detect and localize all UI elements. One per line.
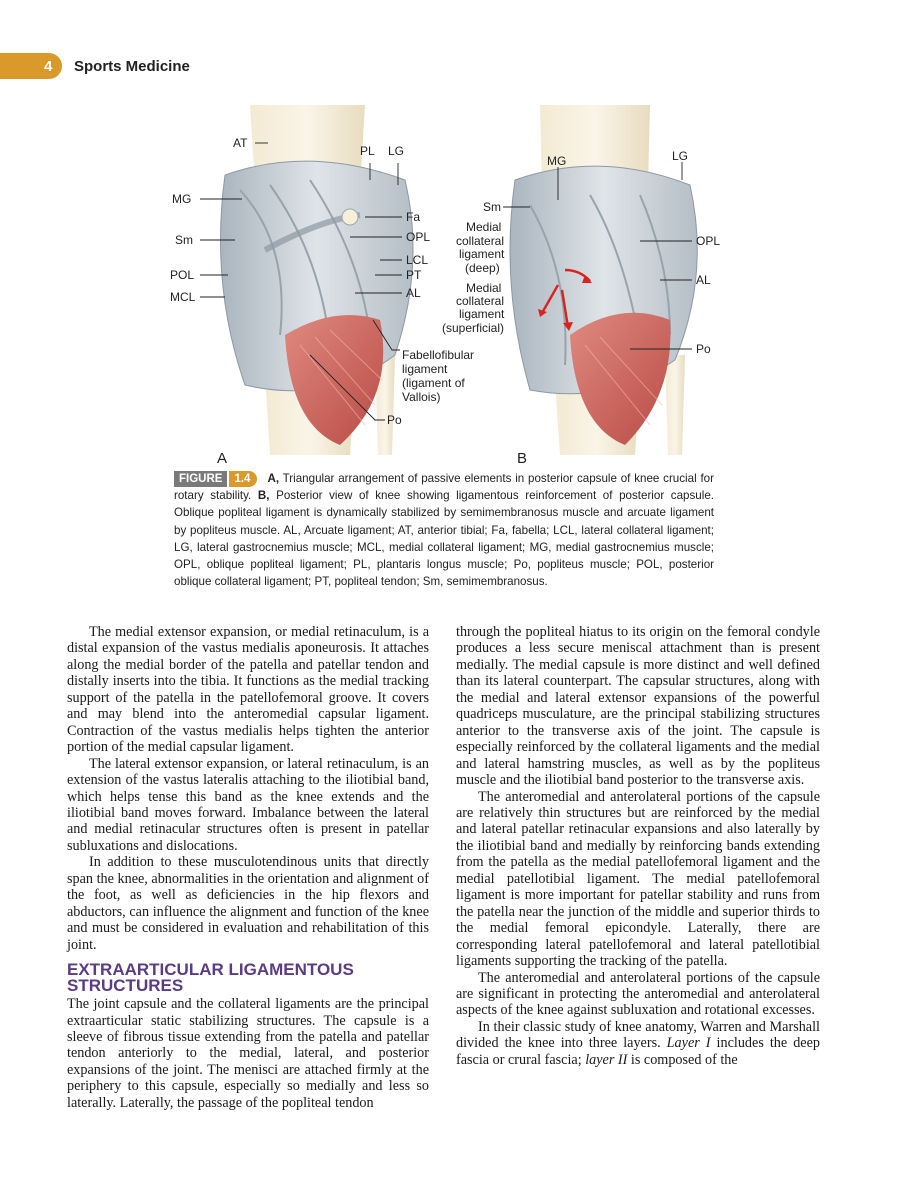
figure-badge-number: 1.4 [229, 471, 257, 487]
label-opl: OPL [406, 230, 431, 244]
caption-a-text: Triangular arrangement of passive elements in posterior capsule of knee crucial for rotary stability. [174, 472, 714, 503]
section-heading [67, 962, 429, 994]
text-emphasis: layer II [585, 1051, 628, 1068]
label-al: AL [406, 286, 421, 300]
label-b-mcl-deep-3: ligament [459, 247, 505, 261]
label-fabellofibular-3: (ligament of [402, 376, 465, 390]
panel-a-drawing [221, 105, 414, 455]
label-b-mcl-deep-2: collateral [456, 234, 505, 248]
label-b-al: AL [696, 273, 711, 287]
label-mg: MG [172, 192, 192, 206]
body-column-right [456, 624, 820, 1068]
paragraph [456, 1019, 820, 1068]
label-b-mcl-deep-1: Medial [466, 220, 502, 234]
label-at: AT [233, 136, 248, 150]
header-tab [0, 53, 62, 79]
figure-caption [174, 470, 714, 590]
paragraph: through the popliteal hiatus to its origin on the femoral condyle produces a less secure meniscal attachment than is present medially. The medial capsule is more distinct and well defined than its lateral counterpart. The capsular structures, along with the medial and lateral extensor expansions of the powerful quadriceps musculature, are the principal stabilizing structures anterior to the transverse axis of the joint. The capsule is especially reinforced by the collateral ligaments and the medial and lateral hamstring muscles, as well as by the popliteus muscle and the iliotibial band posterior to the transverse axis. [456, 624, 820, 789]
label-b-mcl-sup-2: collateral [456, 294, 505, 308]
running-title: Sports Medicine [74, 58, 190, 75]
knee-illustration [170, 105, 730, 470]
label-b-mcl-deep-4: (deep) [465, 261, 500, 275]
figure-badge-word: FIGURE [174, 471, 227, 487]
text-run: is composed of the [627, 1051, 738, 1068]
section-heading-line1: EXTRAARTICULAR LIGAMENTOUS [67, 960, 354, 980]
body-column-left [67, 624, 429, 1111]
text-run: includes the deep fascia or crural fascia; [456, 1035, 820, 1068]
paragraph: The lateral extensor expansion, or lateral retinaculum, is an extension of the vastus lateralis attaching to the iliotibial band, which helps tense this band as the knee extends and the iliotibial band moves forward. Imbalance between the lateral and medial retinacular structures often is present in patellar subluxations and dislocations. [67, 755, 429, 854]
label-b-lg: LG [672, 149, 689, 163]
label-fabellofibular-4: Vallois) [402, 390, 441, 404]
label-b-sm: Sm [483, 200, 501, 214]
label-lcl: LCL [406, 253, 429, 267]
label-mcl: MCL [170, 290, 196, 304]
label-fabellofibular-2: ligament [402, 362, 448, 376]
label-fabellofibular-1: Fabellofibular [402, 348, 475, 362]
label-b-mcl-sup-3: ligament [459, 307, 505, 321]
label-po-a: Po [387, 413, 402, 427]
label-b-mg: MG [547, 154, 567, 168]
label-fa: Fa [406, 210, 421, 224]
paragraph: The anteromedial and anterolateral portions of the capsule are significant in protecting the anteromedial and anterolateral aspects of the knee against subluxation and rotational excesses. [456, 969, 820, 1019]
text-run: In their classic study of knee anatomy, Warren and Marshall divided the knee into three layers. [456, 1018, 820, 1052]
label-sm: Sm [175, 233, 193, 247]
label-lg: LG [388, 144, 405, 158]
label-b-po: Po [696, 342, 711, 356]
paragraph: In addition to these musculotendinous units that directly span the knee, abnormalities in the orientation and alignment of the foot, as well as deficiencies in the hip flexors and abductors, can influence the alignment and function of the knee and must be considered in evaluation and rehabilitation of this joint. [67, 854, 429, 953]
panel-letter-b: B [517, 450, 528, 467]
caption-a-label: A, [267, 472, 280, 485]
page-number: 4 [44, 58, 53, 75]
label-pl: PL [360, 144, 375, 158]
paragraph: The joint capsule and the collateral ligaments are the principal extraarticular static stabilizing structures. The capsule is a sleeve of fibrous tissue extending from the patella and patellar tendon anteriorly to the medial, lateral, and posterior expansions of the joint. The menisci are attached firmly at the periphery to this capsule, especially so medially and less so laterally. Laterally, the passage of the popliteal tendon [67, 996, 429, 1111]
label-pol: POL [170, 268, 195, 282]
paragraph: The medial extensor expansion, or medial retinaculum, is a distal expansion of the vastus medialis aponeurosis. It attaches along the medial border of the patella and patellar tendon and distally inserts into the tibia. It functions as the medial tracking support of the patella in the patellofemoral groove. It covers and may blend into the anteromedial capsular ligament. Contraction of the vastus medialis helps tighten the anterior portion of the medial capsular ligament. [67, 624, 429, 756]
label-b-opl: OPL [696, 234, 721, 248]
paragraph: The anteromedial and anterolateral portions of the capsule are relatively thin structures but are reinforced by the medial and lateral patellar retinacular expansions and also laterally by the iliotibial band and medially by reinforcing bands extending from the patella as the medial patellofemoral ligament and the medial patellotibial ligament. The medial patellofemoral ligament is more important for patellar stability and runs from the patella near the junction of the middle and superior thirds to the medial femoral epicondyle. Laterally, there are corresponding lateral patellofemoral and lateral patellotibial ligaments supporting the tracking of the patella. [456, 788, 820, 970]
caption-b-text: Posterior view of knee showing ligamentous reinforcement of posterior capsule. Oblique popliteal ligament is dynamically stabilized by semimembranosus muscle and arcuate ligament by popliteus muscle. [174, 489, 714, 537]
caption-abbreviations: AL, Arcuate ligament; AT, anterior tibial; Fa, fabella; LCL, lateral collateral ligament; LG, lateral gastrocnemius muscle; MCL, medial collateral ligament; MG, medial gastrocnemius muscle; OPL, oblique popliteal ligament; PL, plantaris longus muscle; Po, popliteus muscle; POL, posterior oblique collateral ligament; PT, popliteal tendon; Sm, semimembranosus. [174, 523, 715, 589]
anatomy-figure [170, 105, 730, 470]
text-emphasis: Layer I [666, 1035, 711, 1052]
section-heading-line2: STRUCTURES [67, 976, 184, 996]
label-b-mcl-sup-4: (superficial) [442, 321, 505, 335]
label-pt: PT [406, 268, 422, 282]
caption-b-label: B, [257, 489, 270, 503]
label-b-mcl-sup-1: Medial [466, 281, 502, 295]
panel-letter-a: A [217, 450, 228, 467]
